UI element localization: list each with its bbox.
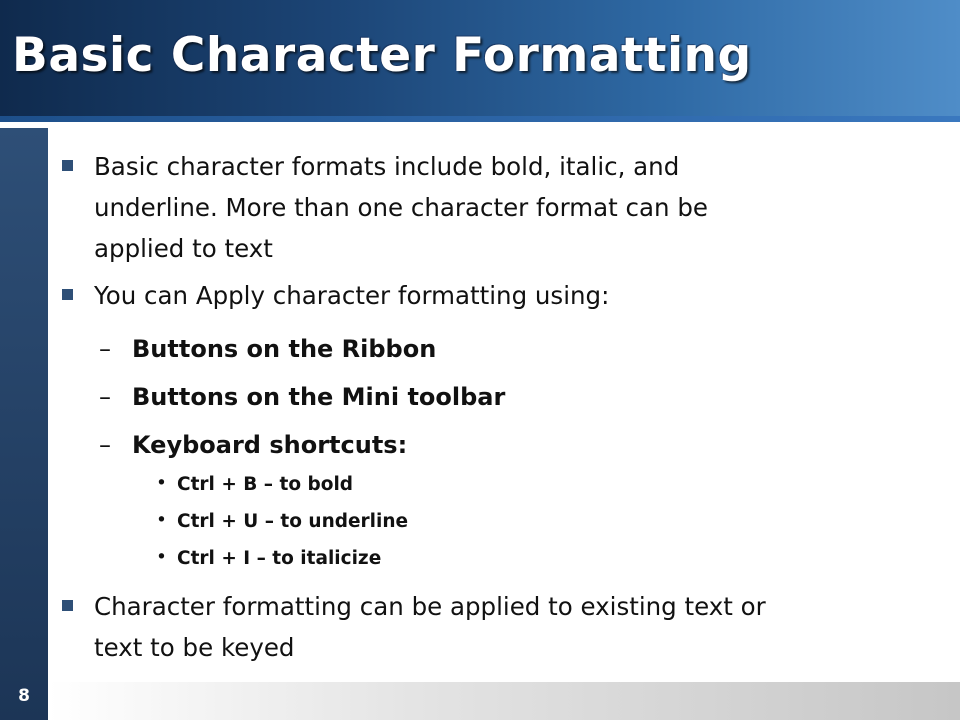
title-bar [0,0,960,122]
bullet-line: underline. More than one character format can be [94,193,708,222]
bullet-line: text to be keyed [94,633,295,662]
square-bullet-icon [62,600,73,611]
bullet-line: Basic character formats include bold, italic, and [94,152,680,181]
sub-item-mini-toolbar [62,382,942,412]
sub-item-label: Buttons on the Ribbon [132,335,437,363]
sub-item-label: Buttons on the Mini toolbar [132,383,506,411]
dash-marker: – [99,383,111,411]
shortcut-label: Ctrl + B – to bold [177,474,354,495]
shortcut-underline [62,511,942,533]
bullet-apply-formatting [62,275,942,316]
bullet-line: You can Apply character formatting using: [94,281,610,310]
dot-marker: • [156,473,167,494]
dash-marker: – [99,335,111,363]
slide-number: 8 [18,686,30,706]
sub-item-keyboard-shortcuts [62,430,942,460]
sub-item-label: Keyboard shortcuts: [132,431,408,459]
square-bullet-icon [62,160,73,171]
sub-item-ribbon-buttons [62,334,942,364]
bullet-basic-formats [62,146,942,269]
bullet-line: Character formatting can be applied to existing text or [94,592,766,621]
square-bullet-icon [62,289,73,300]
slide-title: Basic Character Formatting [12,28,752,83]
shortcut-italicize [62,548,942,570]
shortcut-label: Ctrl + U – to underline [177,511,409,532]
bullet-existing-text [62,586,942,668]
left-accent-bar [0,128,48,720]
dot-marker: • [156,510,167,531]
shortcut-bold [62,474,942,496]
slide-content [62,146,942,668]
footer-band [48,682,960,720]
shortcut-label: Ctrl + I – to italicize [177,548,382,569]
bullet-line: applied to text [94,234,273,263]
dash-marker: – [99,431,111,459]
dot-marker: • [156,547,167,568]
